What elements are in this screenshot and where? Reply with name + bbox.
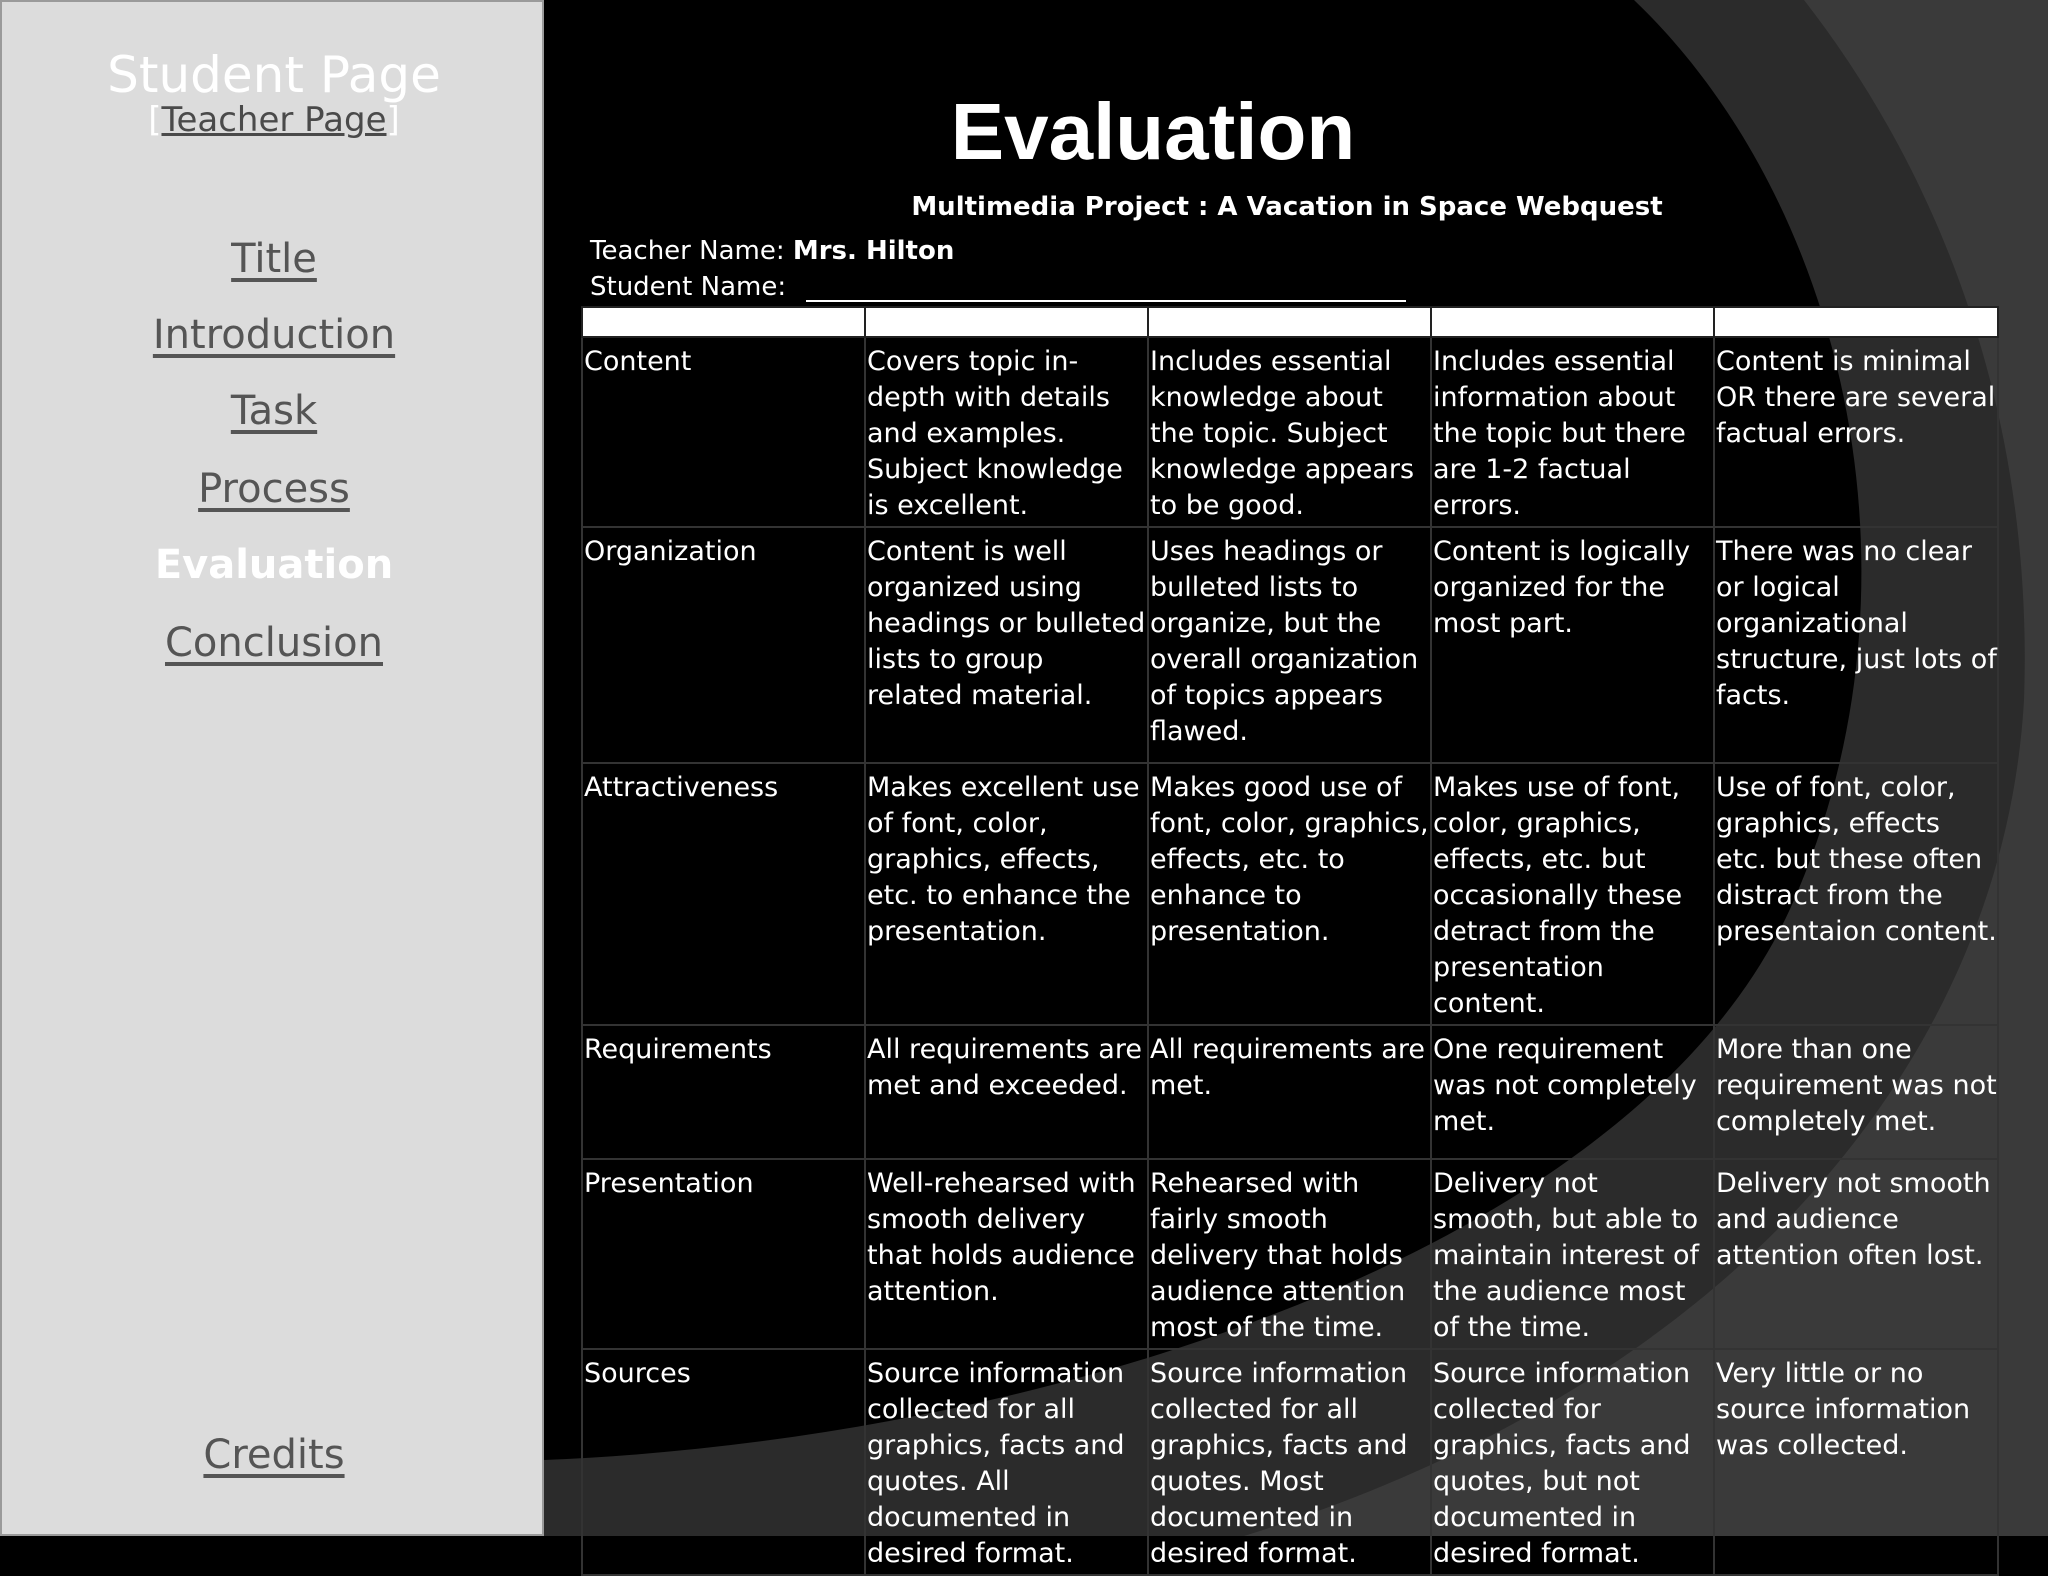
rubric-cell: All requirements are met and exceeded.: [865, 1025, 1148, 1159]
rubric-cell: Source information collected for all graphics, facts and quotes. Most documented in desired format.: [1148, 1349, 1431, 1575]
category-cell: Sources: [582, 1349, 865, 1575]
category-cell: Attractiveness: [582, 763, 865, 1025]
rubric-cell: There was no clear or logical organizational structure, just lots of facts.: [1714, 527, 1998, 763]
rubric-cell: Makes use of font, color, graphics, effects, etc. but occasionally these detract from the presentation content.: [1431, 763, 1714, 1025]
category-cell: Content: [582, 337, 865, 527]
table-row: [582, 1025, 1998, 1159]
rubric-cell: Includes essential information about the topic but there are 1-2 factual errors.: [1431, 337, 1714, 527]
category-cell: Presentation: [582, 1159, 865, 1349]
rubric-cell: Source information collected for graphics, facts and quotes, but not documented in desired format.: [1431, 1349, 1714, 1575]
nav-introduction[interactable]: Introduction: [152, 312, 396, 358]
rubric-table: [581, 306, 1997, 1576]
header-cell: [582, 307, 865, 337]
teacher-name-line: [590, 236, 954, 266]
rubric-cell: Rehearsed with fairly smooth delivery that holds audience attention most of the time.: [1148, 1159, 1431, 1349]
table-row: [582, 763, 1998, 1025]
category-cell: Requirements: [582, 1025, 865, 1159]
rubric-cell: More than one requirement was not completely met.: [1714, 1025, 1998, 1159]
rubric-cell: Makes excellent use of font, color, graphics, effects, etc. to enhance the presentation.: [865, 763, 1148, 1025]
header-cell: [1431, 307, 1714, 337]
bracket-close: ]: [386, 100, 400, 140]
nav-task[interactable]: Task: [230, 388, 318, 434]
rubric-header-row: [582, 307, 1998, 337]
student-name-underline: [806, 300, 1406, 302]
teacher-page-line: [2, 100, 546, 140]
rubric-cell: Covers topic in-depth with details and examples. Subject knowledge is excellent.: [865, 337, 1148, 527]
rubric-cell: Delivery not smooth and audience attention often lost.: [1714, 1159, 1998, 1349]
sidebar: [0, 0, 544, 1536]
rubric-cell: Uses headings or bulleted lists to organize, but the overall organization of topics appears flawed.: [1148, 527, 1431, 763]
student-name-label: Student Name:: [590, 272, 787, 302]
table-row: [582, 337, 1998, 527]
category-cell: Organization: [582, 527, 865, 763]
header-cell: [865, 307, 1148, 337]
table-row: [582, 527, 1998, 763]
nav-title[interactable]: Title: [231, 236, 317, 282]
header-cell: [1148, 307, 1431, 337]
project-subtitle: Multimedia Project : A Vacation in Space Webquest: [911, 192, 1663, 222]
rubric-cell: Use of font, color, graphics, effects etc. but these often distract from the presentaion content.: [1714, 763, 1998, 1025]
rubric-cell: Well-rehearsed with smooth delivery that holds audience attention.: [865, 1159, 1148, 1349]
rubric-cell: One requirement was not completely met.: [1431, 1025, 1714, 1159]
nav-process[interactable]: Process: [198, 466, 350, 512]
teacher-name-label: Teacher Name:: [590, 236, 793, 266]
rubric-cell: All requirements are met.: [1148, 1025, 1431, 1159]
teacher-name-value: Mrs. Hilton: [792, 236, 955, 266]
sidebar-title: Student Page: [107, 46, 441, 104]
teacher-page-link[interactable]: Teacher Page: [161, 100, 387, 140]
rubric-cell: Content is minimal OR there are several factual errors.: [1714, 337, 1998, 527]
table-row: [582, 1349, 1998, 1575]
nav-evaluation[interactable]: Evaluation: [154, 542, 394, 588]
header-cell: [1714, 307, 1998, 337]
rubric-cell: Very little or no source information was collected.: [1714, 1349, 1998, 1575]
nav-conclusion[interactable]: Conclusion: [165, 620, 383, 666]
page-title: Evaluation: [950, 87, 1356, 176]
rubric-cell: Includes essential knowledge about the topic. Subject knowledge appears to be good.: [1148, 337, 1431, 527]
rubric-cell: Source information collected for all graphics, facts and quotes. All documented in desired format.: [865, 1349, 1148, 1575]
rubric-cell: Makes good use of font, color, graphics, effects, etc. to enhance to presentation.: [1148, 763, 1431, 1025]
rubric-cell: Delivery not smooth, but able to maintain interest of the audience most of the time.: [1431, 1159, 1714, 1349]
bracket-open: [: [148, 100, 162, 140]
rubric-cell: Content is logically organized for the most part.: [1431, 527, 1714, 763]
nav-credits[interactable]: Credits: [203, 1432, 345, 1478]
table-row: [582, 1159, 1998, 1349]
rubric-cell: Content is well organized using headings or bulleted lists to group related material.: [865, 527, 1148, 763]
